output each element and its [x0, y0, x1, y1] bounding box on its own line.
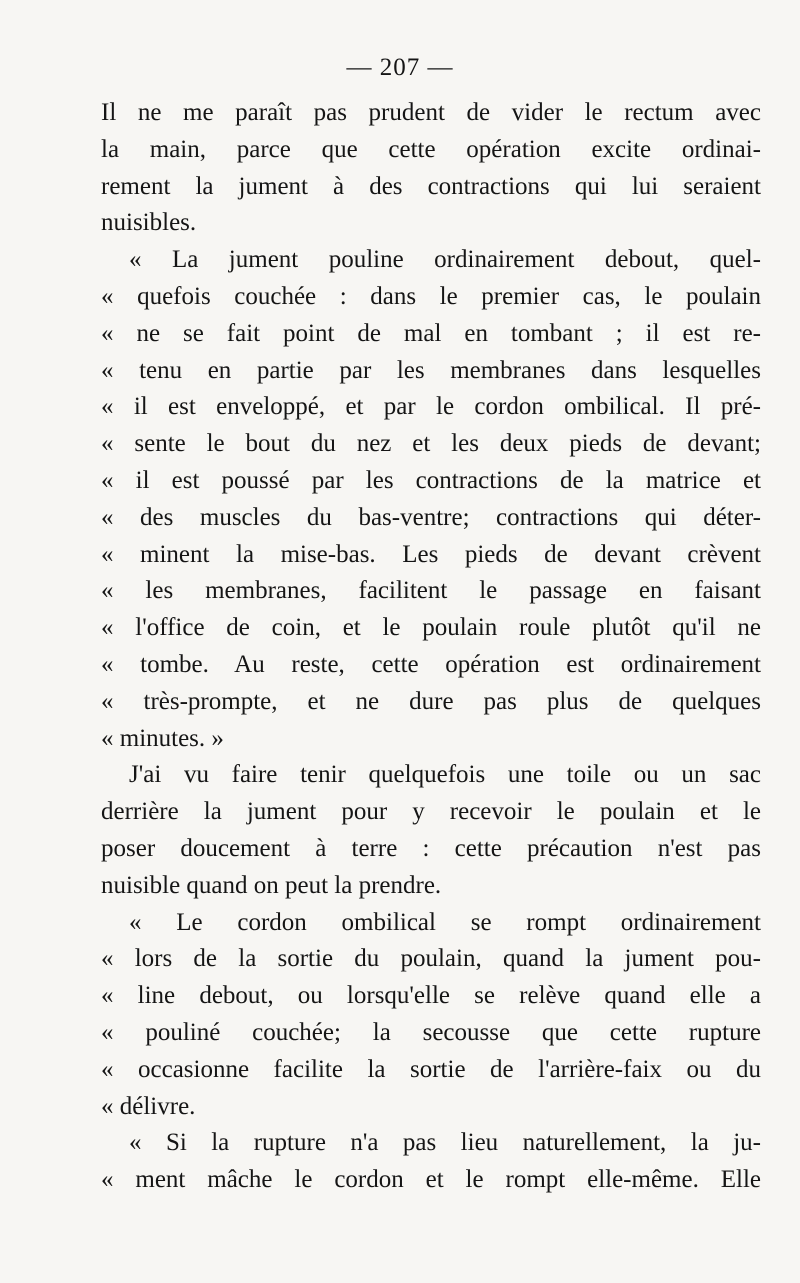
text-line: « l'office de coin, et le poulain roule plutôt qu'il ne	[101, 614, 761, 642]
text-line: « les membranes, facilitent le passage en faisant	[101, 577, 761, 605]
text-line: « ment mâche le cordon et le rompt elle-même. Elle	[101, 1166, 761, 1194]
text-line: « tombe. Au reste, cette opération est ordinairement	[101, 650, 761, 678]
text-line: nuisible quand on peut la prendre.	[101, 871, 442, 899]
text-line: « quefois couchée : dans le premier cas, le poulain	[101, 282, 761, 310]
text-line: rement la jument à des contractions qui lui seraient	[101, 172, 761, 200]
text-line: « lors de la sortie du poulain, quand la jument pou-	[101, 945, 761, 973]
text-line: « pouliné couchée; la secousse que cette rupture	[101, 1018, 761, 1046]
text-line: Il ne me paraît pas prudent de vider le rectum avec	[101, 99, 761, 126]
text-line: « ne se fait point de mal en tombant ; il est re-	[101, 319, 761, 347]
text-line: poser doucement à terre : cette précaution n'est pas	[101, 834, 761, 862]
text-line: « La jument pouline ordinairement debout, quel-	[129, 246, 761, 274]
text-line: « délivre.	[101, 1092, 196, 1120]
text-line: « il est poussé par les contractions de la matrice et	[101, 466, 761, 494]
text-line: « des muscles du bas-ventre; contractions qui déter-	[101, 503, 761, 531]
text-line: « il est enveloppé, et par le cordon ombilical. Il pré-	[101, 393, 761, 421]
text-line: « sente le bout du nez et les deux pieds de devant;	[101, 430, 761, 458]
text-line: J'ai vu faire tenir quelquefois une toile ou un sac	[129, 761, 761, 789]
text-line: derrière la jument pour y recevoir le poulain et le	[101, 798, 761, 826]
text-line: « Le cordon ombilical se rompt ordinairement	[129, 908, 761, 936]
text-line: « très-prompte, et ne dure pas plus de quelques	[101, 687, 761, 715]
text-line: nuisibles.	[101, 209, 197, 237]
text-line: « minutes. »	[101, 724, 224, 752]
text-line: « Si la rupture n'a pas lieu naturellement, la ju-	[129, 1129, 761, 1157]
text-line: « tenu en partie par les membranes dans lesquelles	[101, 356, 761, 384]
text-line: « minent la mise-bas. Les pieds de devant crèvent	[101, 540, 761, 568]
text-line: « line debout, ou lorsqu'elle se relève quand elle a	[101, 982, 761, 1010]
body-text	[101, 95, 761, 1199]
page-number: — 207 —	[346, 54, 454, 81]
text-line: la main, parce que cette opération excite ordinai-	[101, 135, 761, 163]
text-line: « occasionne facilite la sortie de l'arrière-faix ou du	[101, 1055, 761, 1083]
